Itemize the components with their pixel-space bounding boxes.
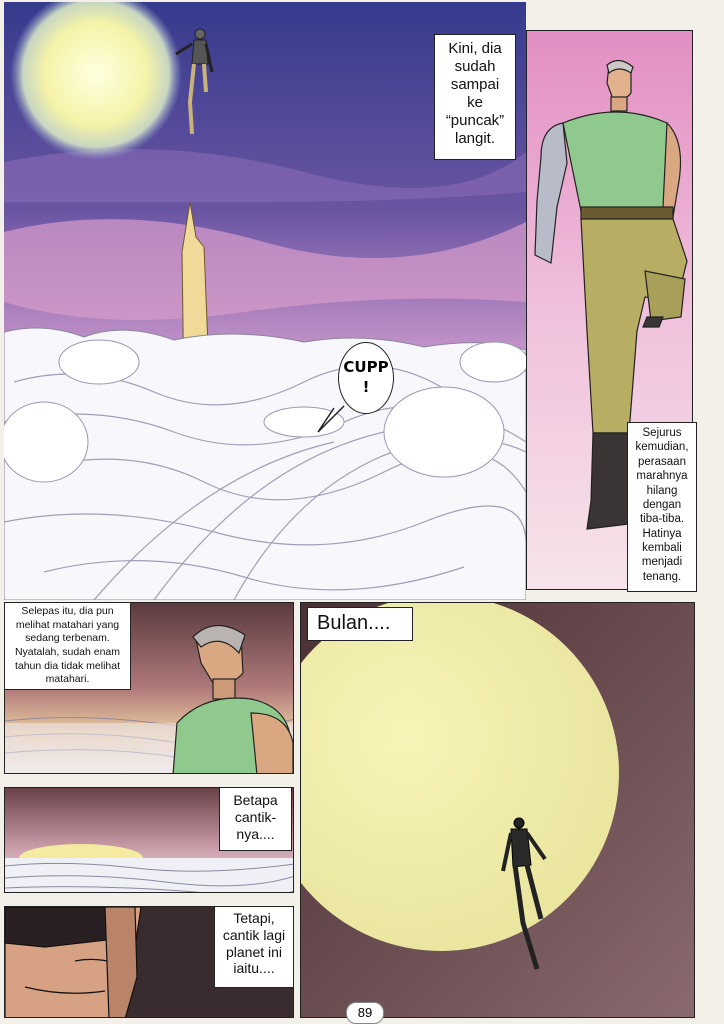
caption-beauty-line: cantik-	[234, 808, 277, 825]
caption-calm-line: menjadi	[641, 556, 683, 569]
caption-calm-line: tiba-tiba.	[639, 513, 685, 526]
sfx-text-2: !	[362, 378, 370, 396]
caption-beauty-line: Betapa	[233, 792, 278, 808]
caption-sunset	[4, 602, 131, 690]
caption-peak-line: langit.	[454, 130, 496, 147]
caption-planet-line: Tetapi,	[233, 910, 275, 926]
page-number: 89	[346, 1002, 384, 1024]
moon-art	[301, 603, 695, 1018]
caption-beauty	[219, 787, 292, 851]
caption-moon: Bulan....	[307, 607, 413, 641]
caption-calm-line: marahnya	[636, 470, 688, 483]
caption-calm-line: Hatinya	[642, 527, 682, 540]
caption-planet-line: cantik lagi	[222, 926, 286, 943]
caption-calm-line: hilang	[646, 484, 678, 497]
caption-sunset-line: Selepas itu, dia pun	[21, 605, 114, 617]
caption-sunset-line: Nyatalah, sudah enam	[14, 645, 121, 658]
sfx-text-1: CUPP	[343, 358, 389, 376]
caption-calm-line: perasaan	[638, 455, 686, 468]
panel-moon	[300, 602, 695, 1018]
caption-calm-line: tenang.	[642, 570, 682, 583]
caption-sunset-line: matahari.	[45, 673, 90, 686]
caption-peak-line: “puncak”	[445, 112, 505, 129]
caption-peak-line: sampai	[450, 76, 500, 93]
caption-sunset-line: melihat matahari yang	[15, 618, 120, 631]
caption-peak	[434, 34, 516, 160]
caption-calm-line: kembali	[642, 542, 682, 554]
caption-calm	[627, 422, 697, 592]
caption-sunset-line: sedang terbenam.	[25, 632, 110, 645]
caption-peak-line: sudah	[454, 58, 496, 75]
caption-sunset-line: tahun dia tidak melihat	[14, 659, 121, 672]
sfx-balloon-tail	[316, 404, 346, 434]
caption-peak-line: ke	[467, 94, 483, 111]
caption-calm-line: dengan	[642, 498, 682, 511]
caption-calm-line: kemudian,	[635, 441, 689, 454]
caption-planet-line: planet ini	[225, 943, 283, 960]
caption-beauty-line: nya....	[236, 825, 275, 842]
caption-planet-line: iaitu....	[233, 960, 275, 977]
caption-calm-line: Sejurus	[642, 427, 682, 439]
caption-planet	[214, 906, 294, 988]
caption-peak-line: Kini, dia	[448, 40, 502, 57]
sfx-balloon	[338, 342, 394, 414]
